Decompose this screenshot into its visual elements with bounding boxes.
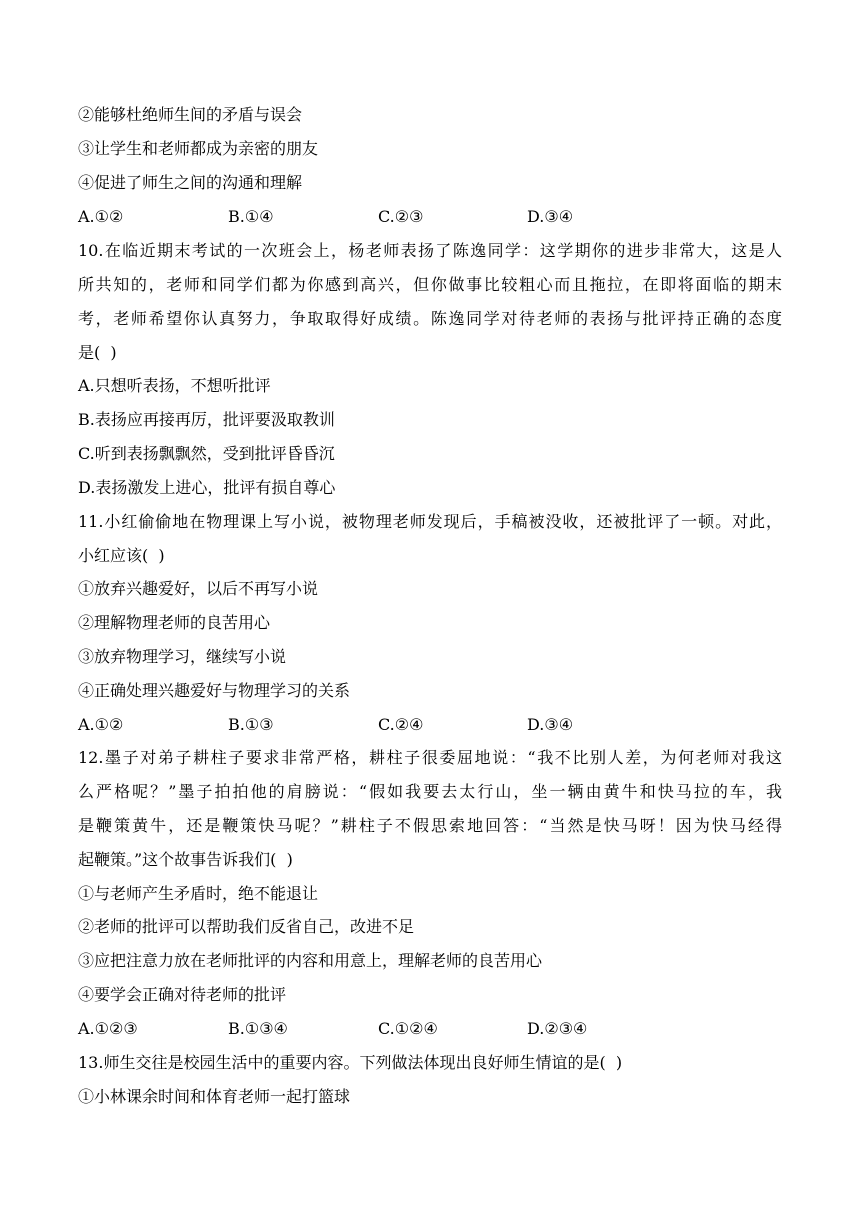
q12-stem-line-3: 是鞭策黄牛，还是鞭策快马呢？”耕柱子不假思索地回答：“当然是快马呀！因为快马经得 [78, 816, 782, 835]
q12-option-b: B.①③④ [228, 1019, 288, 1038]
q9-options [78, 207, 782, 227]
q11-option-b: B.①③ [228, 715, 274, 734]
q12-option-c: C.①②④ [378, 1019, 438, 1038]
q10-stem-line-4: 是( ) [78, 343, 117, 362]
q12-item-1: ①与老师产生矛盾时，绝不能退让 [78, 884, 319, 903]
q9-item-3: ③让学生和老师都成为亲密的朋友 [78, 139, 319, 158]
q11-options [78, 715, 782, 735]
q12-item-3: ③应把注意力放在老师批评的内容和用意上，理解老师的良苦用心 [78, 951, 543, 970]
q12-item-2: ②老师的批评可以帮助我们反省自己，改进不足 [78, 917, 415, 936]
q11-option-a: A.①② [78, 715, 124, 734]
q11-item-2: ②理解物理老师的良苦用心 [78, 613, 271, 632]
q12-stem-line-1: 12.墨子对弟子耕柱子要求非常严格，耕柱子很委屈地说：“我不比别人差，为何老师对我这 [78, 748, 782, 767]
q11-item-1: ①放弃兴趣爱好，以后不再写小说 [78, 579, 319, 598]
q10-stem-line-1: 10.在临近期末考试的一次班会上，杨老师表扬了陈逸同学：这学期你的进步非常大，这是人 [78, 241, 782, 260]
q12-stem-line-2: 么严格呢？”墨子拍拍他的肩膀说：“假如我要去太行山，坐一辆由黄牛和快马拉的车，我 [78, 782, 782, 801]
q9-option-c: C.②③ [378, 207, 424, 226]
q11-option-c: C.②④ [378, 715, 424, 734]
q9-item-2: ②能够杜绝师生间的矛盾与误会 [78, 105, 303, 124]
q10-choice-c: C.听到表扬飘飘然，受到批评昏昏沉 [78, 444, 335, 463]
q9-item-4: ④促进了师生之间的沟通和理解 [78, 173, 303, 192]
q13-item-1: ①小林课余时间和体育老师一起打篮球 [78, 1087, 351, 1106]
q10-stem-line-2: 所共知的，老师和同学们都为你感到高兴，但你做事比较粗心而且拖拉，在即将面临的期末 [78, 275, 782, 294]
q11-option-d: D.③④ [527, 715, 574, 734]
q12-options [78, 1019, 782, 1039]
q11-item-3: ③放弃物理学习，继续写小说 [78, 647, 287, 666]
q12-item-4: ④要学会正确对待老师的批评 [78, 985, 287, 1004]
q10-choice-a: A.只想听表扬，不想听批评 [78, 376, 271, 395]
q10-stem-line-3: 考，老师希望你认真努力，争取取得好成绩。陈逸同学对待老师的表扬与批评持正确的态度 [78, 309, 782, 328]
q10-choice-d: D.表扬激发上进心，批评有损自尊心 [78, 478, 336, 497]
q10-choice-b: B.表扬应再接再厉，批评要汲取教训 [78, 410, 335, 429]
q12-option-d: D.②③④ [527, 1019, 588, 1038]
q11-stem-line-1: 11.小红偷偷地在物理课上写小说，被物理老师发现后，手稿被没收，还被批评了一顿。对此， [78, 512, 782, 531]
q11-stem-line-2: 小红应该( ) [78, 546, 165, 565]
q9-option-d: D.③④ [527, 207, 574, 226]
q9-option-b: B.①④ [228, 207, 274, 226]
q12-option-a: A.①②③ [78, 1019, 138, 1038]
q9-option-a: A.①② [78, 207, 124, 226]
q12-stem-line-4: 起鞭策。”这个故事告诉我们( ) [78, 850, 293, 869]
q13-stem-line-1: 13.师生交往是校园生活中的重要内容。下列做法体现出良好师生情谊的是( ) [78, 1053, 623, 1072]
q11-item-4: ④正确处理兴趣爱好与物理学习的关系 [78, 681, 351, 700]
